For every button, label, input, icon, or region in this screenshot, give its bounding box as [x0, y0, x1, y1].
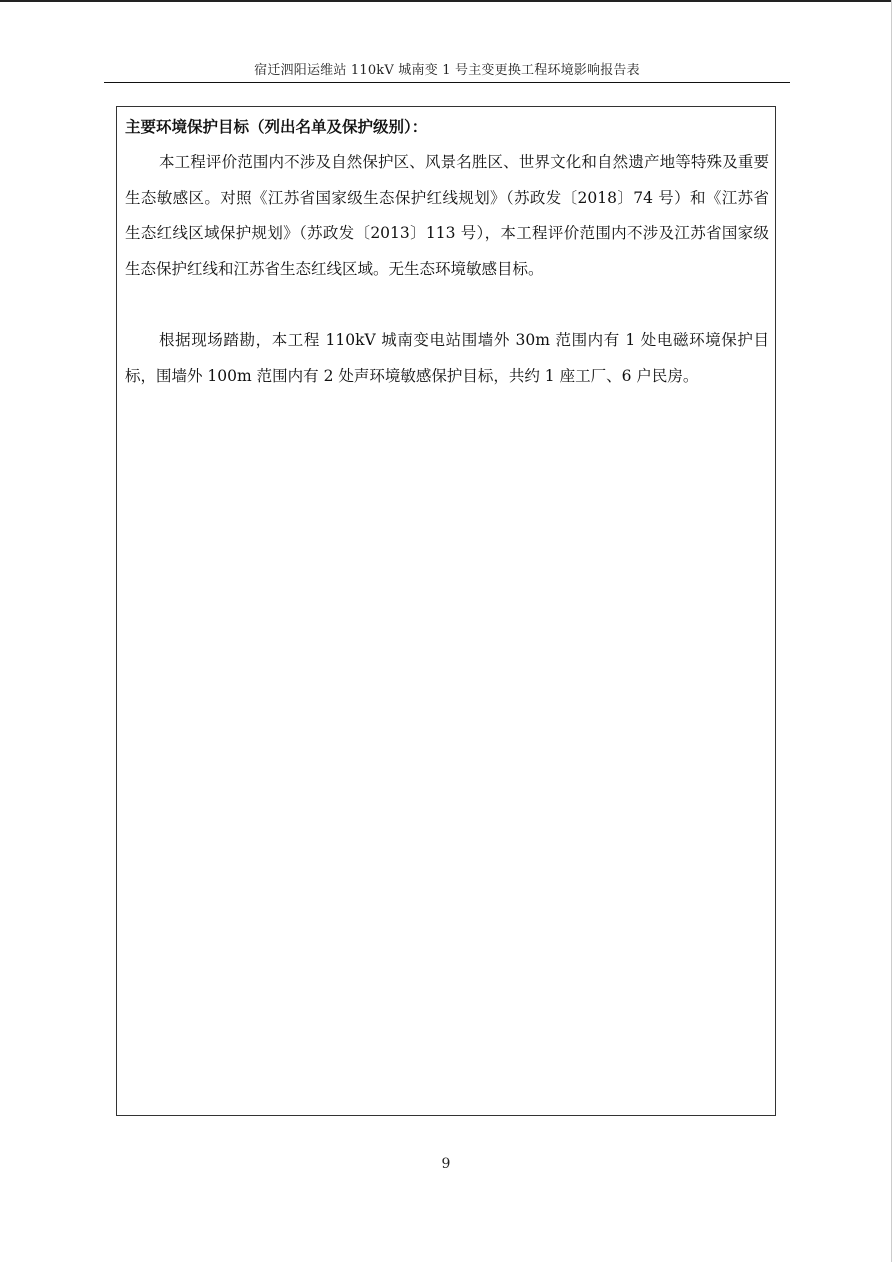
paragraph-protection-targets: 根据现场踏勘，本工程 110kV 城南变电站围墙外 30m 范围内有 1 处电磁环境保护目标，围墙外 100m 范围内有 2 处声环境敏感保护目标，共约 1 座工厂、6 户民房。	[125, 331, 769, 385]
paragraph-ecological-sensitive-areas: 本工程评价范围内不涉及自然保护区、风景名胜区、世界文化和自然遗产地等特殊及重要生态敏感区。对照《江苏省国家级生态保护红线规划》（苏政发〔2018〕74 号）和《江苏省生态红线区域保护规划》（苏政发〔2013〕113 号），本工程评价范围内不涉及江苏省国家级生态保护红线和江苏省生态红线区域。无生态环境敏感目标。	[125, 153, 769, 278]
page-number: 9	[441, 1156, 451, 1172]
section-heading: 主要环境保护目标（列出名单及保护级别）：	[125, 117, 428, 136]
running-header-title: 宿迁泗阳运维站 110kV 城南变 1 号主变更换工程环境影响报告表	[254, 63, 640, 78]
content-table-cell	[116, 106, 776, 1116]
page-top-border	[0, 0, 892, 2]
header-divider	[104, 82, 790, 83]
